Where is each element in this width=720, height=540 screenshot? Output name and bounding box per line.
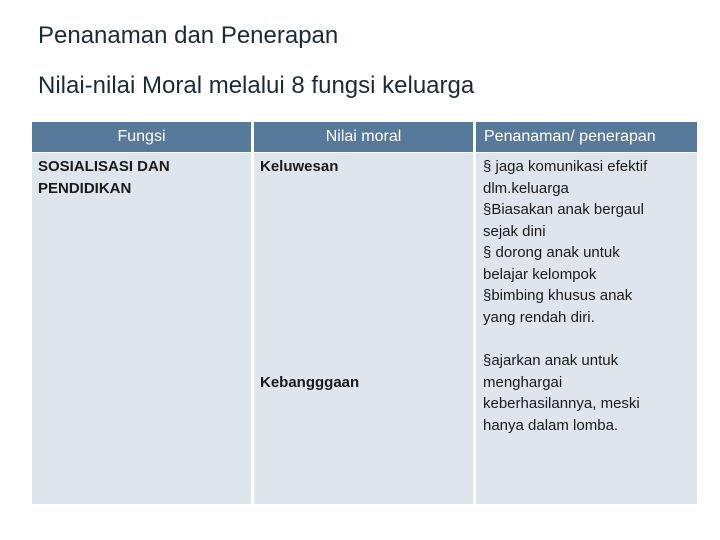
penerapan-line: hanya dalam lomba.	[483, 416, 619, 434]
penerapan-line: § dorong anak untuk	[483, 244, 620, 261]
penerapan-line: § jaga komunikasi efektif	[483, 158, 648, 175]
penerapan-line: §bimbing khusus anak	[483, 287, 633, 304]
fungsi-line-2: PENDIDIKAN	[38, 179, 132, 197]
table-cell-fungsi	[32, 153, 251, 504]
nilai-moral-item: Kebangggaan	[260, 374, 360, 391]
penerapan-line: dlm.keluarga	[483, 179, 569, 197]
penerapan-line: yang rendah diri.	[483, 308, 595, 326]
header-nilai-moral: Nilai moral	[254, 122, 473, 152]
penerapan-line: §Biasakan anak bergaul	[483, 201, 644, 218]
table-cell-penerapan	[476, 153, 697, 504]
penerapan-line: sejak dini	[483, 222, 546, 240]
slide-title-line-1: Penanaman dan Penerapan	[38, 22, 339, 49]
penerapan-line: keberhasilannya, meski	[483, 395, 640, 412]
penerapan-line: menghargai	[483, 373, 563, 391]
header-fungsi: Fungsi	[32, 122, 251, 152]
nilai-moral-item: Keluwesan	[260, 158, 339, 175]
slide-title-line-2: Nilai-nilai Moral melalui 8 fungsi keluarga	[38, 72, 475, 99]
header-penanaman-penerapan: Penanaman/ penerapan	[476, 122, 697, 152]
penerapan-line: §ajarkan anak untuk	[483, 352, 619, 369]
fungsi-line-1: SOSIALISASI DAN	[38, 158, 170, 175]
penerapan-line: belajar kelompok	[483, 265, 597, 283]
table-cell-nilai-moral	[254, 153, 473, 504]
